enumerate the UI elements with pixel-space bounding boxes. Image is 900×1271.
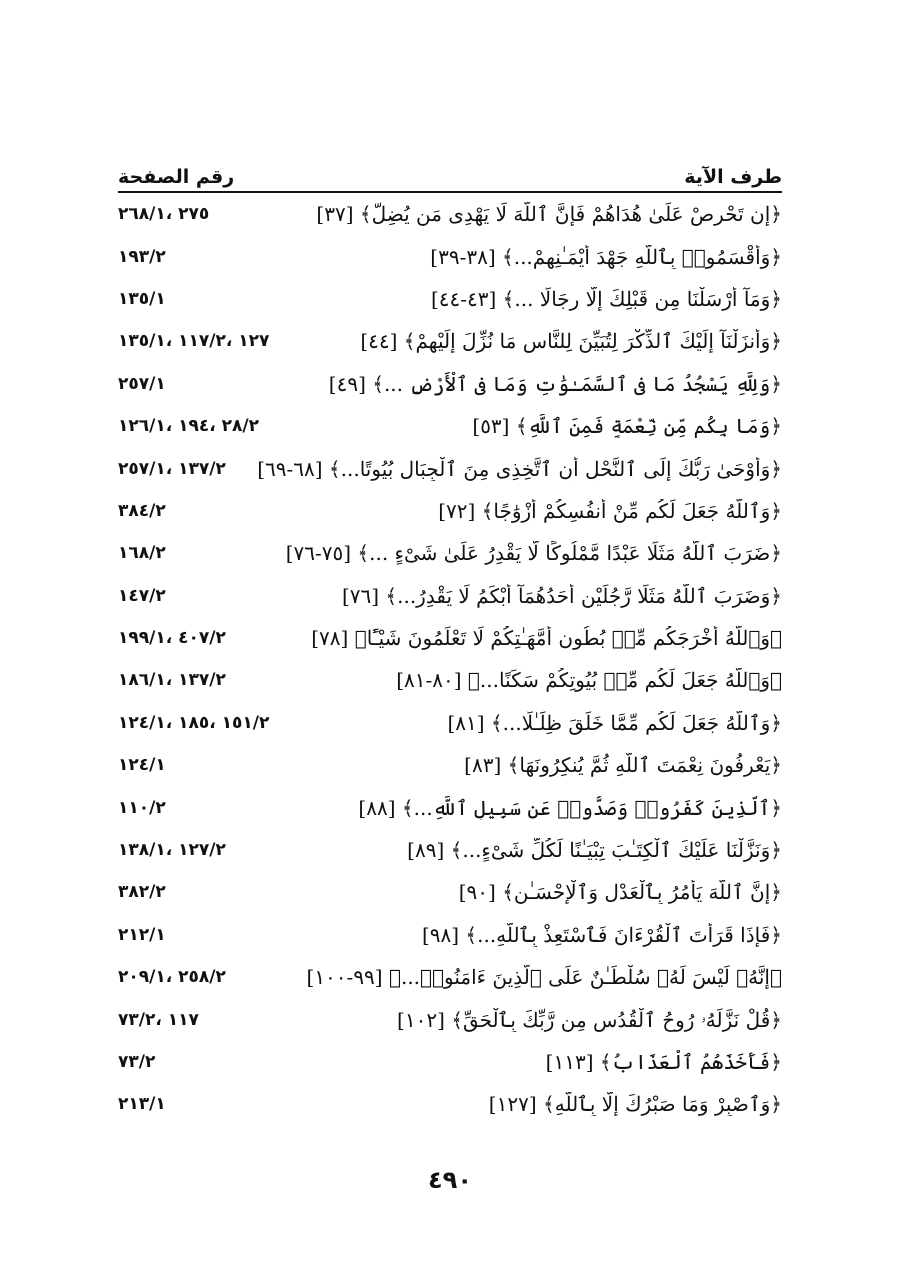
index-row [118,956,782,998]
verse-excerpt: ﴿إِن تَحْرِصْ عَلَىٰ هُدَاهُمْ فَإِنَّ ٱللَّهَ لَا يَهْدِى مَن يُضِلُّ﴾ [٣٧] [316,202,782,227]
page-reference: ٣٨٢/٢ [118,882,166,903]
index-row [118,744,782,786]
index-row [118,490,782,532]
page-number: ٤٩٠ [428,1166,472,1194]
verse-excerpt: ﴿ٱلَّذِينَ كَفَرُوا۟ وَصَدُّوا۟ عَن سَبِيلِ ٱللَّهِ...﴾ [٨٨] [358,795,782,820]
index-row [118,575,782,617]
page-reference: ٣٨٤/٢ [118,500,166,521]
verse-excerpt: ﴿يَعْرِفُونَ نِعْمَتَ ٱللَّهِ ثُمَّ يُنكِرُونَهَا﴾ [٨٣] [464,753,782,778]
index-row [118,363,782,405]
index-page [118,152,782,1126]
index-row [118,235,782,277]
verse-excerpt: ﴿قُلْ نَزَّلَهُۥ رُوحُ ٱلْقُدُسِ مِن رَّبِّكَ بِٱلْحَقِّ﴾ [١٠٢] [397,1007,782,1032]
page-reference: ١١٠/٢ [118,797,166,818]
page-reference: ٧٣/٢ [118,1052,156,1072]
page-reference: ٤٠٧/٢ ،١٩٩/١ [118,628,226,649]
index-row [118,1041,782,1083]
page-reference: ١٢٧/٢ ،١٣٨/١ [118,840,226,861]
verse-excerpt: ﴿وَٱللَّهُ جَعَلَ لَكُم مِّنْ أَنفُسِكُمْ أَزْوَٰجًا﴾ [٧٢] [438,498,782,523]
page-reference: ٢٨/٢ ،١٩٤ ،١٢٦/١ [118,416,259,437]
verse-excerpt: ﴿وَٱللَّهُ أَخْرَجَكُم مِّنۢ بُطُونِ أُمَّهَـٰتِكُمْ لَا تَعْلَمُونَ شَيْـًٔا﴾ [٧٨] [311,626,782,651]
page-reference: ١٢٧ ،١١٧/٢ ،١٣٥/١ [118,331,270,352]
page-reference: ١٩٣/٢ [118,246,166,267]
page-reference: ٢١٢/١ [118,924,166,945]
index-row [118,320,782,362]
verse-excerpt: ﴿وَضَرَبَ ٱللَّهُ مَثَلًا رَّجُلَيْنِ أَحَدُهُمَآ أَبْكَمُ لَا يَقْدِرُ...﴾ [٧٦] [341,583,782,608]
verse-excerpt: ﴿وَنَزَّلْنَا عَلَيْكَ ٱلْكِتَـٰبَ تِبْيَـٰنًا لِّكُلِّ شَىْءٍ...﴾ [٨٩] [407,838,782,863]
page-reference: ١٦٨/٢ [118,543,166,564]
index-row [118,702,782,744]
page-reference: ١١٧ ،٧٣/٢ [118,1009,199,1030]
index-row [118,617,782,659]
page-reference: ١٢٤/١ [118,755,166,776]
verse-excerpt: ﴿فَإِذَا قَرَأْتَ ٱلْقُرْءَانَ فَٱسْتَعِذْ بِٱللَّهِ...﴾ [٩٨] [421,922,782,947]
index-row [118,1083,782,1125]
index-row [118,871,782,913]
table-header [118,152,782,188]
index-row [118,447,782,489]
verse-column-heading: طرف الآية [684,166,782,188]
verse-excerpt: ﴿وَٱللَّهُ جَعَلَ لَكُم مِّمَّا خَلَقَ ظِلَـٰلًا...﴾ [٨١] [447,710,782,735]
page-column-heading: رقم الصفحة [118,166,235,188]
verse-excerpt: ﴿وَمَآ أَرْسَلْنَا مِن قَبْلِكَ إِلَّا رِجَالًا ...﴾ [٤٣-٤٤] [430,286,782,311]
page-reference: ١٣٧/٢ ،٢٥٧/١ [118,458,226,479]
verse-excerpt: ﴿إِنَّ ٱللَّهَ يَأْمُرُ بِٱلْعَدْلِ وَٱلْإِحْسَـٰنِ﴾ [٩٠] [458,880,782,905]
page-reference: ٢٥٧/١ [118,373,166,394]
verse-excerpt: ﴿وَٱصْبِرْ وَمَا صَبْرُكَ إِلَّا بِٱللَّهِ﴾ [١٢٧] [488,1092,782,1117]
page-reference: ١٣٥/١ [118,288,166,309]
index-rows [118,193,782,1126]
page-reference: ١٤٧/٢ [118,585,166,606]
verse-excerpt: ﴿وَلِلَّهِ يَسْجُدُ مَا فِى ٱلسَّمَـٰوَٰتِ وَمَا فِى ٱلْأَرْضِ ...﴾ [٤٩] [328,371,782,396]
page-reference: ١٣٧/٢ ،١٨٦/١ [118,670,226,691]
verse-excerpt: ﴿إِنَّهُۥ لَيْسَ لَهُۥ سُلْطَـٰنٌ عَلَى ٱلَّذِينَ ءَامَنُوا۟...﴾ [٩٩-١٠٠] [306,965,782,990]
verse-excerpt: ﴿وَأَقْسَمُوا۟ بِٱللَّهِ جَهْدَ أَيْمَـٰنِهِمْ...﴾ [٣٨-٣٩] [430,244,782,269]
index-row [118,532,782,574]
page-reference: ٢٧٥ ،٢٦٨/١ [118,204,210,225]
verse-excerpt: ﴿وَأَنزَلْنَآ إِلَيْكَ ٱلذِّكْرَ لِتُبَيِّنَ لِلنَّاسِ مَا نُزِّلَ إِلَيْهِمْ﴾ [٤٤] [360,329,782,354]
verse-excerpt: ﴿ضَرَبَ ٱللَّهُ مَثَلًا عَبْدًا مَّمْلُوكًا لَّا يَقْدِرُ عَلَىٰ شَىْءٍ ...﴾ [٧٥-٧٦] [285,541,782,566]
verse-excerpt: ﴿وَمَا بِكُم مِّن نِّعْمَةٍ فَمِنَ ٱللَّهِ﴾ [٥٣] [472,414,782,439]
index-row [118,193,782,235]
index-row [118,829,782,871]
verse-excerpt: ﴿فَأَخَذَهُمُ ٱلْعَذَابُ﴾ [١١٣] [545,1050,782,1074]
page-reference: ٢٥٨/٢ ،٢٠٩/١ [118,967,226,988]
index-row [118,914,782,956]
index-row [118,405,782,447]
page-reference: ١٥١/٢ ،١٨٥ ،١٢٤/١ [118,712,270,733]
index-row [118,786,782,828]
index-row [118,278,782,320]
verse-excerpt: ﴿وَأَوْحَىٰ رَبُّكَ إِلَى ٱلنَّحْلِ أَنِ ٱتَّخِذِى مِنَ ٱلْجِبَالِ بُيُوتًا...﴾ [٦٨-٦٩] [257,456,782,481]
page-reference: ٢١٣/١ [118,1094,166,1115]
verse-excerpt: ﴿وَٱللَّهُ جَعَلَ لَكُم مِّنۢ بُيُوتِكُمْ سَكَنًا...﴾ [٨٠-٨١] [396,668,782,693]
index-row [118,998,782,1040]
index-row [118,659,782,701]
